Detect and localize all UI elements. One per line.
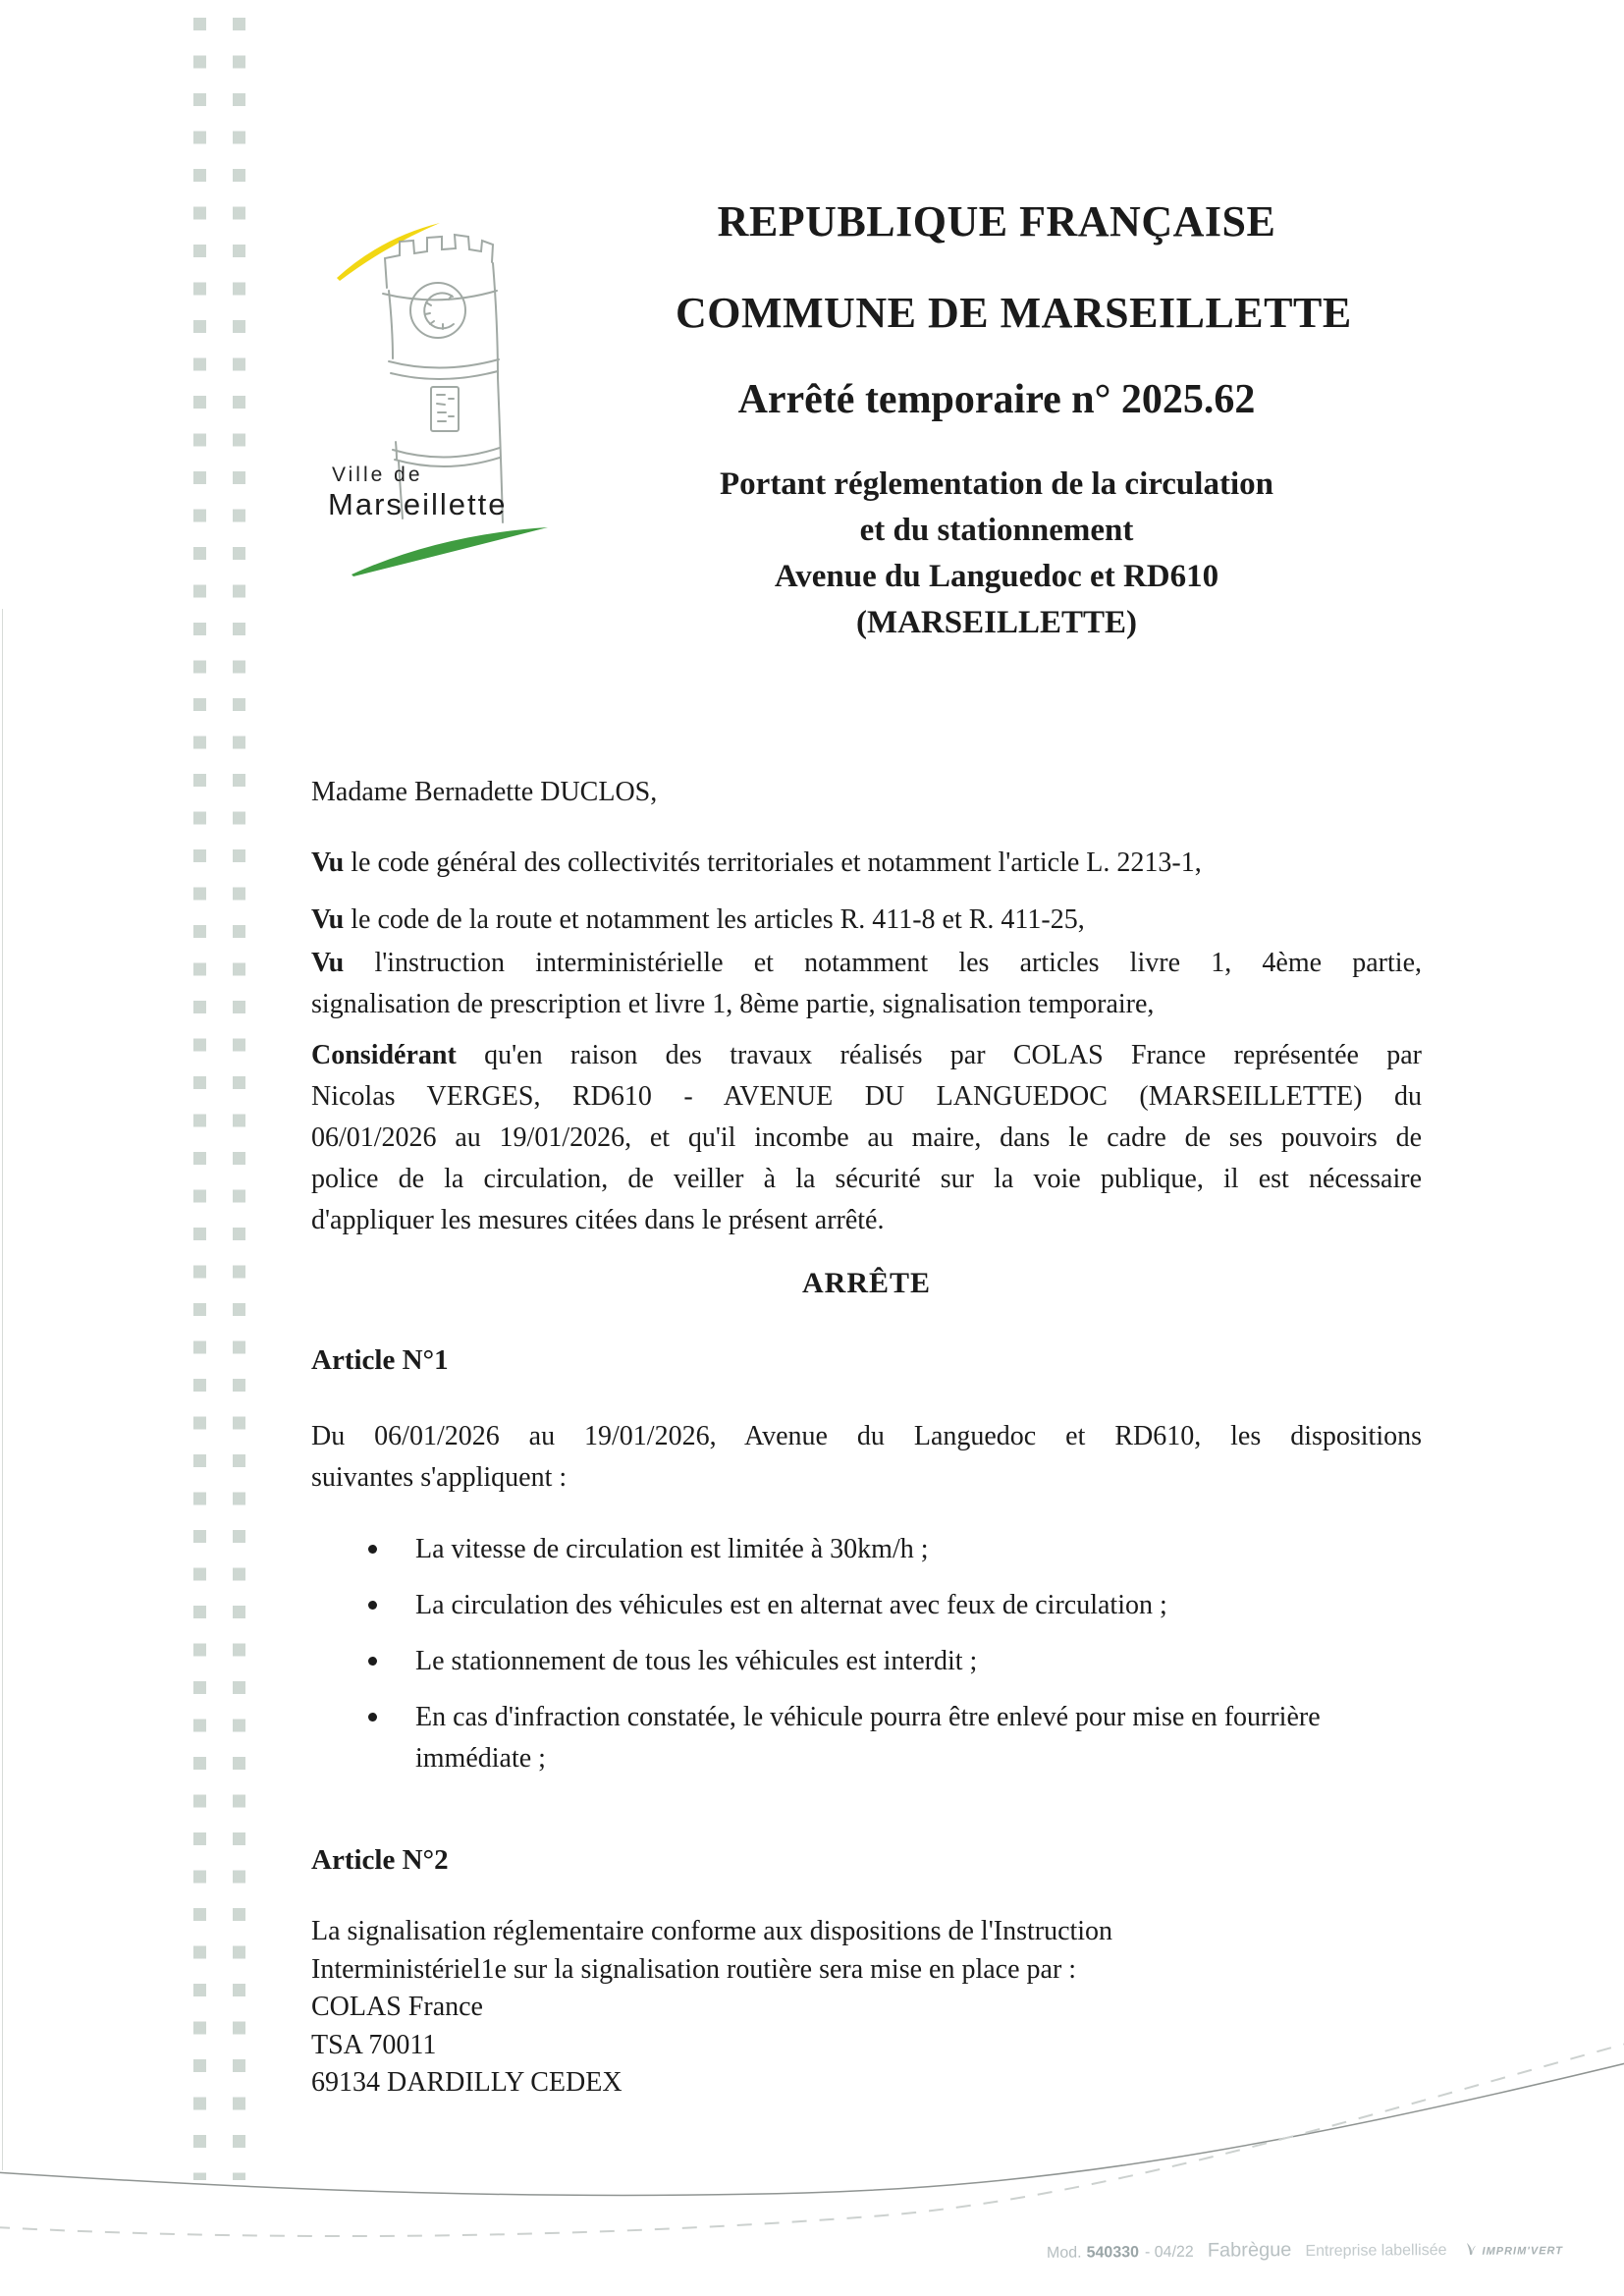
vu-paragraph-3 (311, 943, 1422, 1025)
bullet-item (368, 1529, 1429, 1570)
vu-text: le code général des collectivités territoriales et notamment l'article L. 2213-1, (344, 847, 1202, 878)
vu-line (311, 943, 1422, 984)
bullet-dot-icon (368, 1713, 377, 1722)
bullet-dot-icon (368, 1545, 377, 1554)
scan-edge-line (2, 609, 3, 2170)
vu-prefix: Vu (311, 904, 345, 935)
footer-mod-label: Mod. (1046, 2244, 1082, 2262)
considerant-paragraph (311, 1035, 1422, 1241)
logo-city-prefix: Ville de (332, 464, 423, 486)
article-2-body-line: TSA 70011 (311, 2029, 437, 2060)
article-1-bullet-list (368, 1529, 1429, 1794)
punch-marks-column-left (193, 18, 206, 2180)
vu-prefix: Vu (311, 847, 345, 878)
bullet-text: La circulation des véhicules est en alternat avec feux de circulation ; (415, 1590, 1167, 1620)
article-1-intro (311, 1416, 1422, 1499)
considerant-line: d'appliquer les mesures citées dans le présent arrêté. (311, 1205, 885, 1235)
bullet-item (368, 1697, 1429, 1779)
imprim-vert-icon (1464, 2242, 1478, 2261)
footer-mod-date: - 04/22 (1144, 2243, 1194, 2262)
footer-imprim-vert: IMPRIM'VERT (1482, 2245, 1564, 2258)
considerant-line (311, 1035, 1422, 1076)
vu-prefix: Vu (311, 948, 345, 978)
article-2-body-line: Interministériel1e sur la signalisation routière sera mise en place par : (311, 1953, 1077, 1985)
title-arrete-number: Arrêté temporaire n° 2025.62 (737, 377, 1256, 422)
article-1-intro-line: suivantes s'appliquent : (311, 1462, 568, 1493)
document-subject (676, 462, 1318, 646)
article-1-intro-line: Du 06/01/2026 au 19/01/2026, Avenue du Languedoc et RD610, les dispositions (311, 1421, 1422, 1451)
considerant-line: police de la circulation, de veiller à la sécurité sur la voie publique, il est nécessaire (311, 1164, 1422, 1194)
article-1-heading: Article N°1 (311, 1344, 449, 1376)
bullet-text: Le stationnement de tous les véhicules est interdit ; (415, 1646, 978, 1676)
vu-paragraph-1 (311, 843, 1422, 884)
footer-print-info (1047, 2237, 1563, 2264)
bullet-text: La vitesse de circulation est limitée à 30km/h ; (415, 1534, 929, 1564)
subtitle-line-3: Avenue du Languedoc et RD610 (774, 559, 1219, 594)
recipient-line: Madame Bernadette DUCLOS, (311, 777, 658, 807)
bullet-dot-icon (368, 1657, 377, 1666)
footer-brand-label: Entreprise labellisée (1305, 2241, 1447, 2260)
arrete-heading: ARRÊTE (801, 1267, 932, 1299)
punch-marks-column-right (233, 18, 245, 2180)
vu-line: signalisation de prescription et livre 1, 8ème partie, signalisation temporaire, (311, 989, 1155, 1019)
title-republique: REPUBLIQUE FRANÇAISE (717, 197, 1276, 246)
vu-text: l'instruction interministérielle et notamment les articles livre 1, 4ème partie, (344, 948, 1422, 978)
vu-text: le code de la route et notamment les articles R. 411-8 et R. 411-25, (344, 904, 1085, 935)
footer-mod-number: 540330 (1086, 2244, 1140, 2262)
vu-paragraph-2 (311, 900, 1422, 941)
bullet-dot-icon (368, 1601, 377, 1610)
article-2-body-line: 69134 DARDILLY CEDEX (311, 2067, 623, 2098)
article-2-body-line: La signalisation réglementaire conforme aux dispositions de l'Instruction (311, 1916, 1113, 1946)
subtitle-line-1: Portant réglementation de la circulation (720, 466, 1273, 502)
title-commune: COMMUNE DE MARSEILLETTE (676, 289, 1352, 337)
logo-green-swoosh-icon (352, 527, 548, 576)
subtitle-line-4: (MARSEILLETTE) (855, 605, 1138, 640)
footer-brand: Fabrègue (1207, 2239, 1292, 2262)
article-2-body-line: COLAS France (311, 1992, 483, 2022)
subtitle-line-2: et du stationnement (859, 513, 1134, 548)
bullet-text: En cas d'infraction constatée, le véhicule pourra être enlevé pour mise en fourrière immédiate ; (415, 1702, 1321, 1774)
logo-tower-icon (324, 147, 569, 609)
article-2-heading: Article N°2 (311, 1844, 449, 1876)
bullet-item (368, 1641, 1429, 1682)
bullet-item (368, 1585, 1429, 1626)
considerant-text: qu'en raison des travaux réalisés par COLAS France représentée par (456, 1040, 1422, 1070)
considerant-line: Nicolas VERGES, RD610 - AVENUE DU LANGUEDOC (MARSEILLETTE) du (311, 1081, 1422, 1112)
considerant-line: 06/01/2026 au 19/01/2026, et qu'il incombe au maire, dans le cadre de ses pouvoirs de (311, 1122, 1422, 1153)
article-2-body (311, 1913, 1422, 2103)
commune-logo (324, 147, 569, 609)
logo-city-name: Marseillette (328, 487, 508, 521)
considerant-prefix: Considérant (311, 1040, 457, 1070)
